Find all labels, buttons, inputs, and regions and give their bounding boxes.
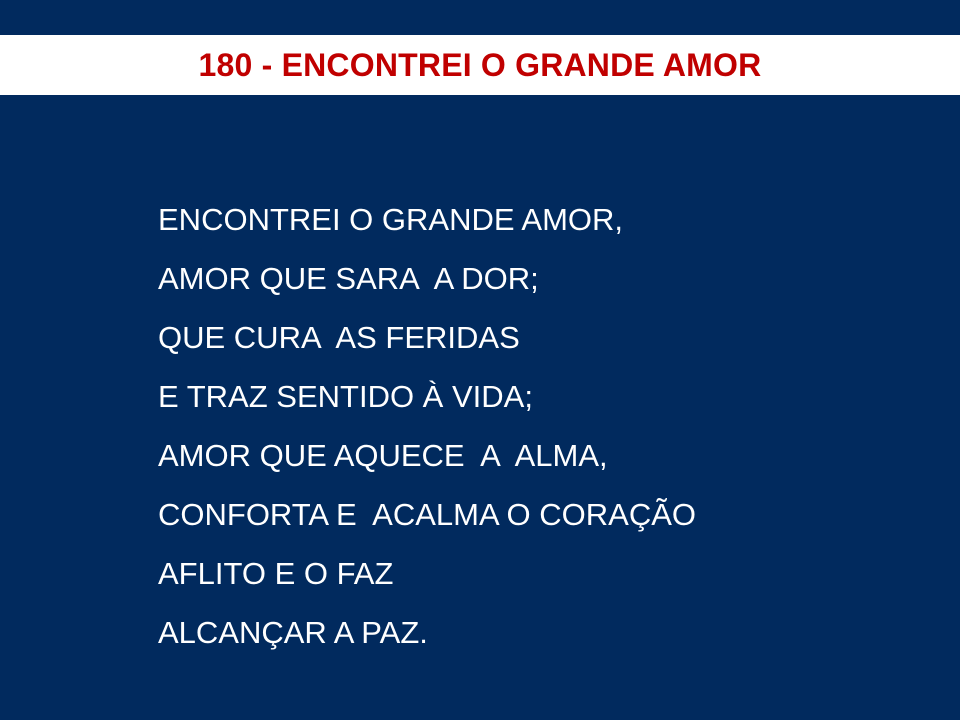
title-bar — [0, 35, 960, 95]
lyric-line: E TRAZ SENTIDO À VIDA; — [158, 379, 533, 414]
lyric-line: QUE CURA AS FERIDAS — [158, 320, 520, 355]
hymn-title: 180 - ENCONTREI O GRANDE AMOR — [198, 47, 762, 83]
lyric-line: ALCANÇAR A PAZ. — [158, 615, 428, 650]
lyric-line: CONFORTA E ACALMA O CORAÇÃO — [158, 497, 697, 532]
lyric-line: AMOR QUE AQUECE A ALMA, — [158, 438, 608, 473]
lyric-line: ENCONTREI O GRANDE AMOR, — [158, 202, 624, 237]
lyric-line: AMOR QUE SARA A DOR; — [158, 261, 539, 296]
lyrics-list — [158, 200, 918, 672]
lyric-line: AFLITO E O FAZ — [158, 556, 394, 591]
